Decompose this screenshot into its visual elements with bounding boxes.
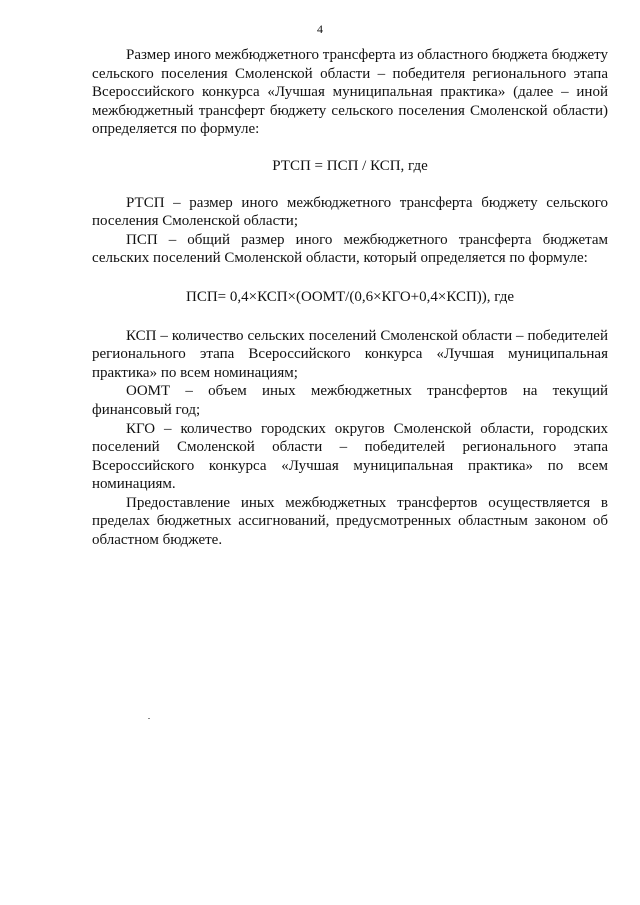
paragraph-transfer-size: Размер иного межбюджетного трансферта из областного бюджета бюджету сельского поселения Смоленской области – победителя регионального этапа Всероссийского конкурса «Лучшая муниципальная практика» (далее – иной межбюджетный трансферт бюджету сельского поселения Смоленской области) определяется по формуле:: [92, 47, 608, 138]
formula-rtsp: РТСП = ПСП / КСП, где: [272, 157, 428, 174]
paragraph-psp-definition: ПСП – общий размер иного межбюджетного трансферта бюджетам сельских поселений Смоленской области, который определяется по формуле:: [92, 231, 608, 267]
paragraph-provision: Предоставление иных межбюджетных трансфертов осуществляется в пределах бюджетных ассигнований, предусмотренных областным законом об областном бюджете.: [92, 494, 608, 549]
document-body: [92, 46, 608, 550]
page-number: 4: [317, 22, 323, 36]
paragraph-ksp-definition: КСП – количество сельских поселений Смоленской области – победителей регионального этапа Всероссийского конкурса «Лучшая муниципальная практика» по всем номинациям;: [92, 327, 608, 381]
paragraph-rtsp-definition: РТСП – размер иного межбюджетного трансферта бюджету сельского поселения Смоленской области;: [92, 194, 608, 230]
paragraph-kgo-definition: КГО – количество городских округов Смоленской области, городских поселений Смоленской области – победителей регионального этапа Всероссийского конкурса «Лучшая муниципальная практика» по всем номинациям.: [92, 420, 608, 493]
formula-psp: ПСП= 0,4×КСП×(ООМТ/(0,6×КГО+0,4×КСП)), где: [185, 288, 514, 305]
stray-mark: [148, 718, 150, 719]
paragraph-oomt-definition: ООМТ – объем иных межбюджетных трансфертов на текущий финансовый год;: [92, 383, 608, 418]
